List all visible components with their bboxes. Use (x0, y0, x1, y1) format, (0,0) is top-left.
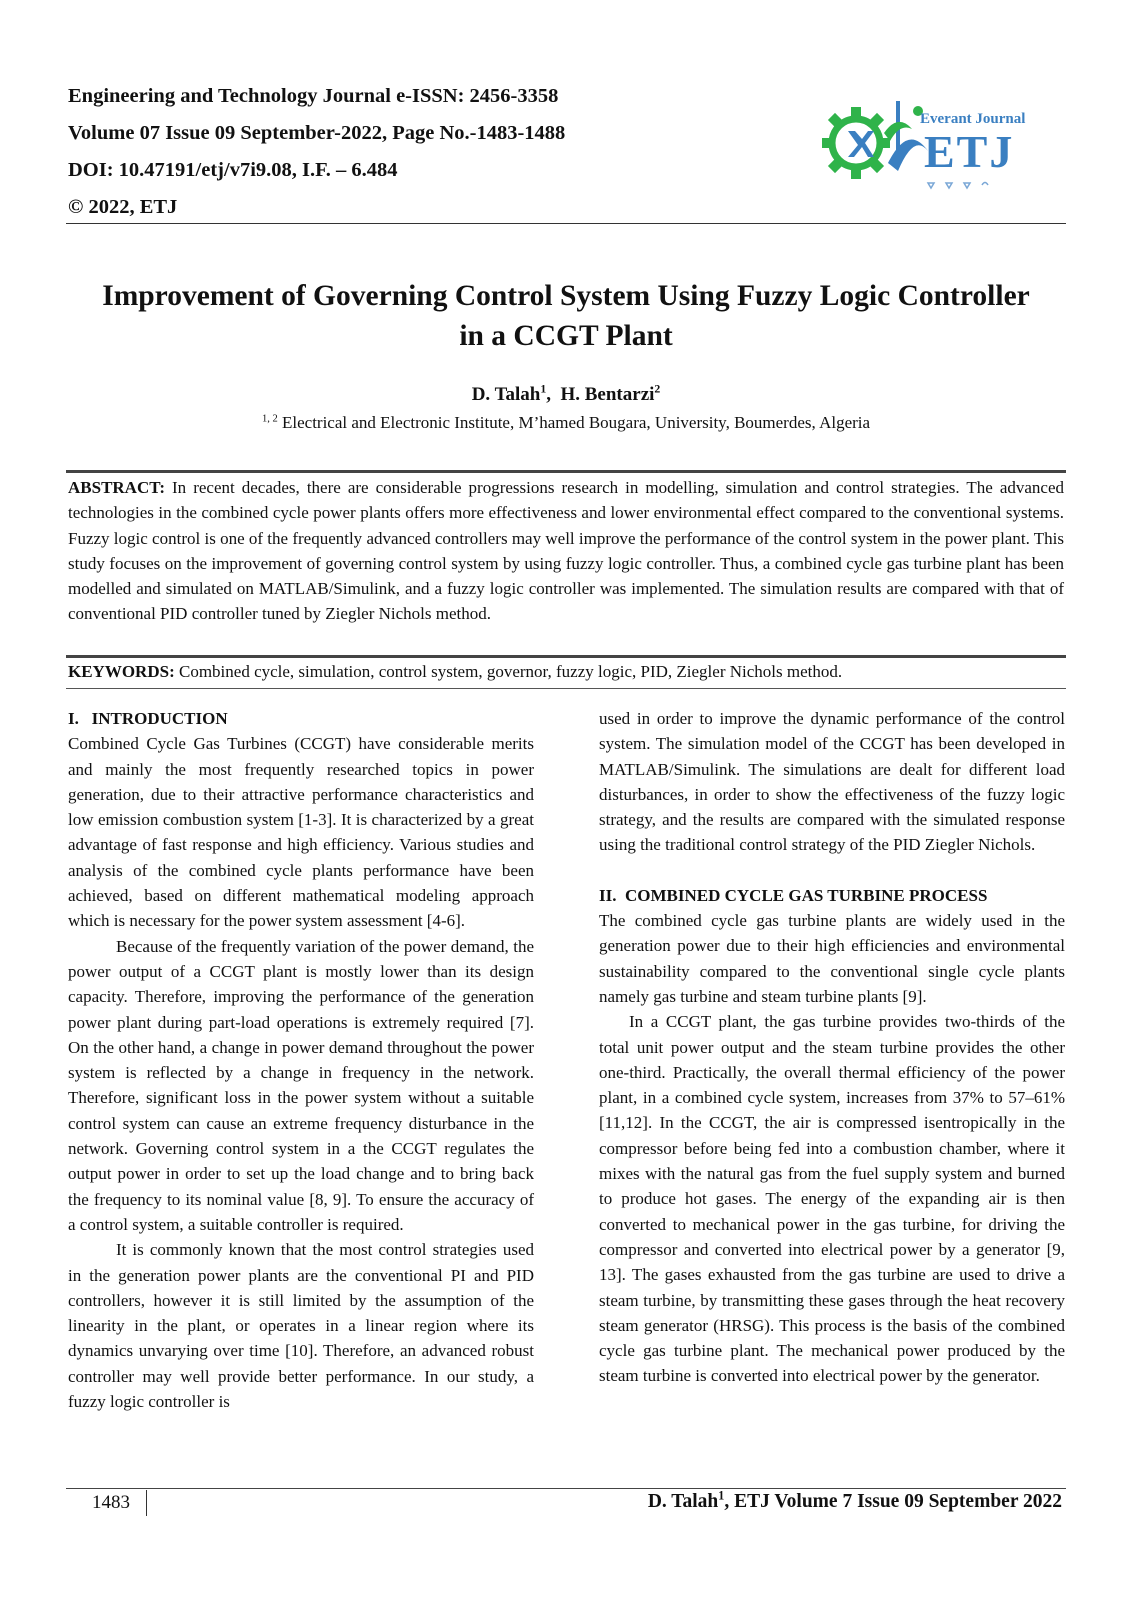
author-sep: , (546, 384, 561, 405)
paper-title (66, 276, 1066, 356)
footer-journal-info: , ETJ Volume 7 Issue 09 September 2022 (724, 1491, 1062, 1512)
author-2: H. Bentarzi (560, 384, 655, 405)
abstract (68, 475, 1064, 627)
title-line-1: Improvement of Governing Control System Using Fuzzy Logic Controller (102, 280, 1030, 312)
footer-author: D. Talah (647, 1491, 719, 1512)
section-heading-ccgt-process: II. COMBINED CYCLE GAS TURBINE PROCESS (599, 885, 988, 905)
copyright-line: © 2022, ETJ (68, 196, 178, 218)
intro-paragraph-continued: used in order to improve the dynamic performance of the control system. The simulation model of the CCGT has been developed in MATLAB/Simulink. The simulations are dealt for different load disturbances, in order to show the effectiveness of the fuzzy logic strategy, and the results are compared with the simulated response using the traditional control strategy of the PID Ziegler Nichols. (599, 709, 1065, 855)
author-1-sup: 1 (540, 382, 547, 396)
keywords-label: KEYWORDS: (68, 662, 175, 681)
keywords-rule (66, 688, 1066, 689)
running-footer (647, 1488, 1062, 1513)
gear-icon (832, 119, 880, 167)
ccgt-paragraph-1: The combined cycle gas turbine plants are widely used in the generation power due to their high efficiencies and environmental sustainability compared to the conventional single cycle plants namely gas turbine and steam turbine plants [9]. (599, 911, 1065, 1006)
abstract-label: ABSTRACT: (68, 478, 165, 497)
footer-separator (146, 1490, 147, 1516)
title-line-2: in a CCGT Plant (459, 320, 673, 352)
affiliation (66, 413, 1066, 433)
journal-header (68, 78, 565, 226)
keywords-text: Combined cycle, simulation, control system, governor, fuzzy logic, PID, Ziegler Nichols method. (174, 662, 843, 681)
intro-paragraph-2: Because of the frequently variation of the power demand, the power output of a CCGT plant is mostly lower than its design capacity. Therefore, improving the performance of the generation power plant during part-load operations is extremely required [7]. On the other hand, a change in power demand throughout the power system is reflected by a change in frequency in the network. Therefore, significant loss in the power system without a suitable control system can cause an extreme frequency disturbance in the network. Governing control system in a the CCGT regulates the output power in order to set up the load change and to bring back the frequency to its nominal value [8, 9]. To ensure the accuracy of a control system, a suitable controller is required. (68, 936, 534, 1234)
left-column (68, 706, 534, 1414)
section-heading-introduction: I. INTRODUCTION (68, 709, 228, 728)
intro-paragraph-3: It is commonly known that the most control strategies used in the generation power plants are the conventional PI and PID controllers, however it is still limited by the assumption of the linearity in the plant, or operates in a linear region where its dynamics unvarying over time [10]. Therefore, an advanced robust controller may well provide better performance. In our study, a fuzzy logic controller is (68, 1240, 534, 1412)
abstract-text: In recent decades, there are considerable progressions research in modelling, simulation and control strategies. The advanced technologies in the combined cycle power plants offers more effectiveness and lower environmental effect compared to the conventional systems. Fuzzy logic control is one of the frequently advanced controllers may well improve the performance of the control system in the power plant. This study focuses on the improvement of governing control system by using fuzzy logic controller. Thus, a combined cycle gas turbine plant has been modelled and simulated on MATLAB/Simulink, and a fuzzy logic controller was implemented. The simulation results are compared with that of conventional PID controller tuned by Ziegler Nichols method. (68, 478, 1064, 624)
affiliation-sup: 1, 2 (261, 413, 278, 425)
logo-journal-text: Everant Journal (920, 111, 1026, 127)
authors (66, 384, 1066, 406)
abstract-bottom-rule (66, 655, 1066, 658)
author-2-sup: 2 (654, 382, 661, 396)
ccgt-paragraph-2: In a CCGT plant, the gas turbine provides two-thirds of the total unit power output and the steam turbine provides the other one-third. Practically, the overall thermal efficiency of the power plant, in a combined cycle system, increases from 37% to 57–61% [11,12]. In the CCGT, the air is compressed isentropically in the compressor before being fed into a combustion chamber, where it mixes with the natural gas from the fuel supply system and burned to produce hot gases. The energy of the expanding air is then converted to mechanical power in the gas turbine, for driving the compressor and converted into electrical power by a generator [9, 13]. The gases exhausted from the gas turbine are used to drive a steam turbine, by transmitting these gases through the heat recovery steam generator (HRSG). This process is the basis of the combined cycle gas turbine plant. The mechanical power produced by the steam turbine is converted into electrical power by the generator. (599, 1012, 1065, 1386)
header-rule (66, 223, 1066, 224)
keywords (68, 659, 1064, 684)
footer-rule (66, 1488, 1066, 1489)
page-number: 1483 (92, 1492, 130, 1513)
affiliation-text: Electrical and Electronic Institute, M’hamed Bougara, University, Boumerdes, Algeria (277, 413, 871, 432)
intro-paragraph-1: Combined Cycle Gas Turbines (CCGT) have considerable merits and mainly the most frequently researched topics in power generation, due to their attractive performance characteristics and low emission combustion system [1-3]. It is characterized by a great advantage of fast response and high efficiency. Various studies and analysis of the combined cycle plants performance have been achieved, based on different mathematical modeling approach which is necessary for the power system assessment [4-6]. (68, 734, 534, 931)
etj-logo (818, 93, 1040, 197)
footer-author-sup: 1 (718, 1488, 725, 1503)
journal-issn-line: Engineering and Technology Journal e-ISSN: 2456-3358 (68, 85, 559, 107)
volume-line: Volume 07 Issue 09 September-2022, Page No.-1483-1488 (68, 122, 566, 144)
doi-line: DOI: 10.47191/etj/v7i9.08, I.F. – 6.484 (68, 159, 398, 181)
logo-etj-text: ETJ (924, 126, 1015, 177)
author-1: D. Talah (471, 384, 541, 405)
right-column (599, 706, 1065, 1389)
abstract-top-rule (66, 470, 1066, 473)
